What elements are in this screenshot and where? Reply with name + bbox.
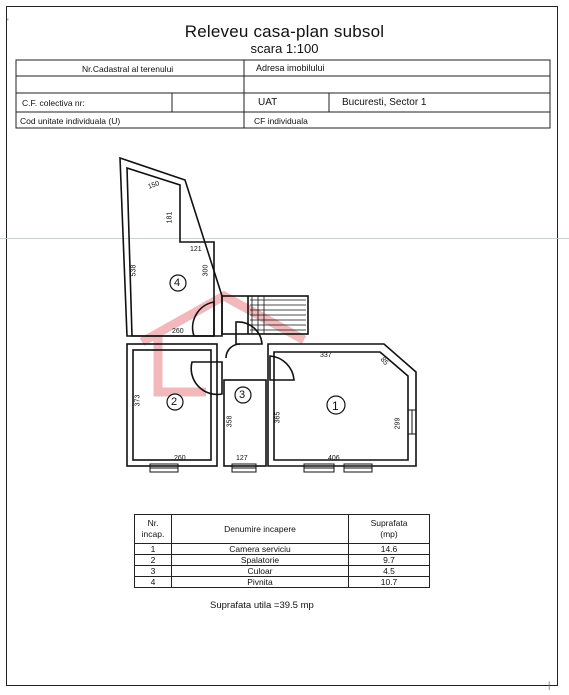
dim-label: 538 bbox=[130, 264, 138, 277]
rooms-table-header bbox=[135, 515, 430, 544]
header-area: Suprafata (mp) bbox=[349, 515, 430, 544]
dim-label: 260 bbox=[174, 455, 186, 462]
dim-label: 127 bbox=[236, 455, 248, 462]
row-number: 2 bbox=[135, 555, 172, 566]
row-area: 9.7 bbox=[349, 555, 430, 566]
dim-label: 373 bbox=[134, 394, 142, 407]
room-number-2: 2 bbox=[171, 396, 178, 408]
row-area: 4.5 bbox=[349, 566, 430, 577]
table-row bbox=[135, 555, 430, 566]
dim-label: 358 bbox=[226, 415, 234, 428]
scan-mark: ' bbox=[7, 17, 9, 27]
unit-code-label: Cod unitate individuala (U) bbox=[20, 116, 121, 126]
scan-mark: | bbox=[548, 680, 551, 690]
cf-individual-label: CF individuala bbox=[254, 116, 308, 126]
row-name: Pivnita bbox=[172, 577, 349, 588]
header-name: Denumire incapere bbox=[172, 515, 349, 544]
table-row bbox=[135, 577, 430, 588]
header-number: Nr. incap. bbox=[135, 515, 172, 544]
row-name: Camera serviciu bbox=[172, 544, 349, 555]
dim-label: 406 bbox=[328, 455, 340, 462]
dim-label: 260 bbox=[172, 328, 184, 335]
row-name: Culoar bbox=[172, 566, 349, 577]
page-title: Releveu casa-plan subsol bbox=[184, 22, 385, 41]
rooms-table bbox=[134, 514, 430, 588]
table-row bbox=[135, 566, 430, 577]
plan-scale: scara 1:100 bbox=[250, 41, 319, 56]
row-number: 3 bbox=[135, 566, 172, 577]
dim-label: 299 bbox=[394, 417, 402, 430]
plan-walls bbox=[120, 158, 416, 472]
room-number-3: 3 bbox=[239, 389, 246, 401]
row-number: 4 bbox=[135, 577, 172, 588]
uat-label: UAT bbox=[258, 97, 278, 108]
row-number: 1 bbox=[135, 544, 172, 555]
dim-label: 85 bbox=[378, 356, 390, 367]
dim-label: 121 bbox=[190, 246, 202, 253]
row-name: Spalatorie bbox=[172, 555, 349, 566]
room-number-4: 4 bbox=[174, 277, 181, 289]
dim-label: 337 bbox=[320, 352, 332, 359]
cf-collective-label: C.F. colectiva nr: bbox=[22, 98, 85, 108]
table-row bbox=[135, 544, 430, 555]
dim-label: 150 bbox=[147, 180, 161, 191]
address-label: Adresa imobilului bbox=[256, 63, 325, 73]
dim-label: 181 bbox=[166, 211, 174, 224]
room-number-1: 1 bbox=[332, 399, 339, 413]
uat-value: Bucuresti, Sector 1 bbox=[342, 97, 427, 108]
useful-area-total: Suprafata utila =39.5 mp bbox=[210, 600, 314, 611]
row-area: 10.7 bbox=[349, 577, 430, 588]
cadastral-label: Nr.Cadastral al terenului bbox=[82, 64, 174, 74]
dim-label: 365 bbox=[274, 411, 282, 424]
dim-label: 300 bbox=[202, 264, 210, 277]
row-area: 14.6 bbox=[349, 544, 430, 555]
